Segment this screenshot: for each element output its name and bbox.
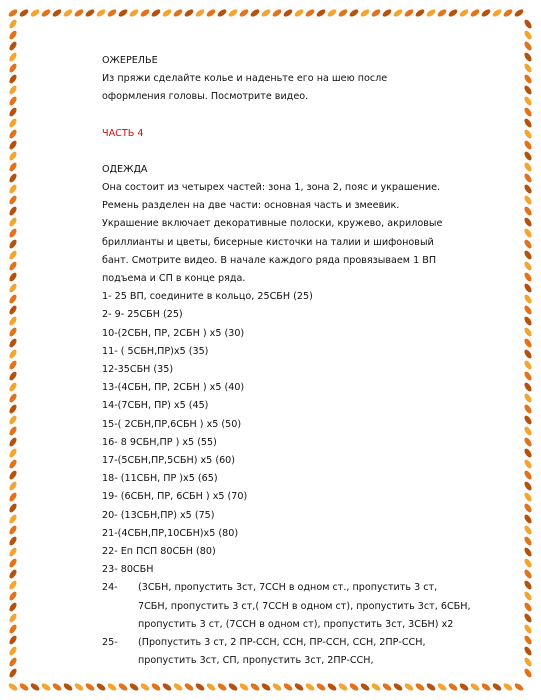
border-leaf xyxy=(523,62,533,73)
border-leaf xyxy=(337,8,348,18)
border-leaf xyxy=(523,392,533,403)
border-leaf xyxy=(523,480,533,491)
border-leaf xyxy=(8,51,18,62)
border-leaf xyxy=(523,546,533,557)
border-leaf xyxy=(8,359,18,370)
border-leaf xyxy=(8,150,18,161)
row-24-line: (3СБН, пропустить 3ст, 7ССН в одном ст., пропустить 3 ст, xyxy=(138,582,438,594)
border-leaf xyxy=(139,682,150,692)
border-leaf xyxy=(40,682,51,692)
border-leaf xyxy=(8,282,18,293)
necklace-text-line: Из пряжи сделайте колье и наденьте его на шею после xyxy=(102,73,388,85)
border-leaf xyxy=(8,568,18,579)
border-leaf xyxy=(150,8,161,18)
border-leaf xyxy=(8,238,18,249)
border-leaf xyxy=(117,8,128,18)
border-leaf xyxy=(8,634,18,645)
border-leaf xyxy=(8,480,18,491)
row-25-line: пропустить 3ст, СП, пропустить 3ст, 2ПР-ССН, xyxy=(138,655,374,667)
border-leaf xyxy=(8,304,18,315)
border-leaf xyxy=(8,524,18,535)
necklace-text-line: оформления головы. Посмотрите видео. xyxy=(102,91,309,103)
border-leaf xyxy=(523,645,533,656)
border-leaf xyxy=(8,425,18,436)
border-leaf xyxy=(227,8,238,18)
pattern-row-25 xyxy=(102,634,472,670)
border-leaf xyxy=(150,682,161,692)
border-leaf xyxy=(51,8,62,18)
border-leaf xyxy=(523,260,533,271)
border-leaf xyxy=(315,8,326,18)
border-leaf xyxy=(8,84,18,95)
part-title: ЧАСТЬ 4 xyxy=(102,127,144,139)
document-page xyxy=(102,52,472,671)
border-leaf xyxy=(8,337,18,348)
border-leaf xyxy=(523,40,533,51)
border-leaf xyxy=(523,282,533,293)
border-leaf xyxy=(8,205,18,216)
intro-line: подъема и СП в конце ряда. xyxy=(102,273,246,285)
border-leaf xyxy=(523,348,533,359)
border-leaf xyxy=(523,436,533,447)
border-leaf xyxy=(8,491,18,502)
row-24-line: пропустить 3 ст, (7ССН в одном ст), пропустить 3ст, 3СБН) х2 xyxy=(138,618,454,630)
border-leaf xyxy=(447,8,458,18)
border-leaf xyxy=(8,40,18,51)
border-leaf xyxy=(8,370,18,381)
border-leaf xyxy=(523,128,533,139)
border-leaf xyxy=(523,337,533,348)
pattern-row: 12-35СБН (35) xyxy=(102,364,174,376)
border-leaf xyxy=(271,682,282,692)
border-leaf xyxy=(523,579,533,590)
border-leaf xyxy=(523,18,533,29)
border-leaf xyxy=(8,469,18,480)
border-leaf xyxy=(513,8,524,18)
border-leaf xyxy=(425,682,436,692)
border-leaf xyxy=(523,271,533,282)
border-leaf xyxy=(523,106,533,117)
border-leaf xyxy=(205,8,216,18)
border-leaf xyxy=(62,682,73,692)
border-leaf xyxy=(8,29,18,40)
border-leaf xyxy=(381,682,392,692)
border-leaf xyxy=(447,682,458,692)
border-leaf xyxy=(523,535,533,546)
border-leaf xyxy=(523,29,533,40)
border-leaf xyxy=(227,682,238,692)
border-leaf xyxy=(359,682,370,692)
border-leaf xyxy=(216,8,227,18)
border-leaf xyxy=(18,682,29,692)
border-leaf xyxy=(523,590,533,601)
border-leaf xyxy=(8,348,18,359)
border-leaf xyxy=(40,8,51,18)
pattern-row: 10-(2СБН, ПР, 2СБН ) х5 (30) xyxy=(102,327,245,339)
border-leaf xyxy=(359,8,370,18)
pattern-row: 22- Еп ПСП 80СБН (80) xyxy=(102,546,216,558)
border-leaf xyxy=(403,682,414,692)
border-leaf xyxy=(84,682,95,692)
pattern-row: 2- 9- 25СБН (25) xyxy=(102,309,183,321)
border-leaf xyxy=(8,249,18,260)
border-leaf xyxy=(523,381,533,392)
border-leaf xyxy=(523,205,533,216)
border-leaf xyxy=(523,414,533,425)
border-leaf xyxy=(238,8,249,18)
border-leaf xyxy=(8,18,18,29)
border-leaf xyxy=(73,8,84,18)
pattern-row: 21-(4СБН,ПР,10СБН)х5 (80) xyxy=(102,527,239,539)
intro-line: Ремень разделен на две части: основная часть и змеевик. xyxy=(102,200,400,212)
border-leaf xyxy=(523,238,533,249)
border-leaf xyxy=(523,623,533,634)
border-leaf xyxy=(8,315,18,326)
border-leaf xyxy=(106,682,117,692)
pattern-row: 14-(7СБН, ПР) х5 (45) xyxy=(102,400,209,412)
border-leaf xyxy=(523,667,533,678)
border-leaf xyxy=(513,682,524,692)
border-leaf xyxy=(8,95,18,106)
pattern-row-24 xyxy=(102,579,472,634)
border-leaf xyxy=(523,326,533,337)
border-leaf xyxy=(403,8,414,18)
border-leaf xyxy=(216,682,227,692)
border-leaf xyxy=(249,682,260,692)
clothing-title: ОДЕЖДА xyxy=(102,163,148,175)
border-leaf xyxy=(8,436,18,447)
border-leaf xyxy=(523,161,533,172)
border-leaf xyxy=(523,568,533,579)
intro-line: Украшение включает декоративные полоски, кружево, акриловые xyxy=(102,218,443,230)
border-leaf xyxy=(8,260,18,271)
border-leaf xyxy=(8,139,18,150)
row-number: 24- xyxy=(102,582,118,594)
border-leaf xyxy=(337,682,348,692)
border-leaf xyxy=(8,502,18,513)
border-leaf xyxy=(8,414,18,425)
border-leaf xyxy=(271,8,282,18)
border-leaf xyxy=(183,8,194,18)
border-leaf xyxy=(183,682,194,692)
border-leaf xyxy=(523,315,533,326)
border-leaf xyxy=(8,216,18,227)
border-leaf xyxy=(523,227,533,238)
border-leaf xyxy=(370,8,381,18)
border-leaf xyxy=(523,557,533,568)
border-leaf xyxy=(205,682,216,692)
border-leaf xyxy=(523,117,533,128)
border-leaf xyxy=(370,682,381,692)
border-leaf xyxy=(469,8,480,18)
pattern-row: 18- (11СБН, ПР )х5 (65) xyxy=(102,473,218,485)
border-leaf xyxy=(95,8,106,18)
border-leaf xyxy=(8,106,18,117)
border-leaf xyxy=(414,682,425,692)
border-leaf xyxy=(8,601,18,612)
border-leaf xyxy=(8,667,18,678)
border-leaf xyxy=(7,682,18,692)
border-leaf xyxy=(95,682,106,692)
border-leaf xyxy=(117,682,128,692)
border-leaf xyxy=(523,95,533,106)
border-leaf xyxy=(8,392,18,403)
border-leaf xyxy=(8,513,18,524)
border-leaf xyxy=(8,623,18,634)
border-leaf xyxy=(523,304,533,315)
border-leaf xyxy=(18,8,29,18)
border-leaf xyxy=(523,51,533,62)
border-leaf xyxy=(436,682,447,692)
border-leaf xyxy=(523,139,533,150)
border-leaf xyxy=(491,8,502,18)
border-leaf xyxy=(293,682,304,692)
border-leaf xyxy=(8,128,18,139)
border-leaf xyxy=(282,8,293,18)
border-leaf xyxy=(523,634,533,645)
border-leaf xyxy=(523,447,533,458)
border-leaf xyxy=(128,682,139,692)
pattern-row: 19- (6СБН, ПР, 6СБН ) х5 (70) xyxy=(102,491,248,503)
border-leaf xyxy=(8,535,18,546)
border-leaf xyxy=(161,8,172,18)
border-leaf xyxy=(8,194,18,205)
border-leaf xyxy=(172,682,183,692)
border-leaf xyxy=(523,513,533,524)
border-leaf xyxy=(523,469,533,480)
border-leaf xyxy=(523,601,533,612)
border-leaf xyxy=(260,8,271,18)
intro-line: бант. Смотрите видео. В начале каждого ряда провязываем 1 ВП xyxy=(102,254,437,266)
border-leaf xyxy=(8,183,18,194)
border-leaf xyxy=(480,8,491,18)
border-leaf xyxy=(8,557,18,568)
border-leaf xyxy=(8,293,18,304)
border-leaf xyxy=(469,682,480,692)
border-leaf xyxy=(73,682,84,692)
border-leaf xyxy=(8,447,18,458)
border-leaf xyxy=(8,271,18,282)
row-24-line: 7СБН, пропустить 3 ст,( 7ССН в одном ст), пропустить 3ст, 6СБН, xyxy=(138,600,471,612)
border-leaf xyxy=(29,8,40,18)
border-leaf xyxy=(523,403,533,414)
border-leaf xyxy=(436,8,447,18)
border-leaf xyxy=(491,682,502,692)
border-leaf xyxy=(315,682,326,692)
border-leaf xyxy=(8,579,18,590)
border-leaf xyxy=(8,62,18,73)
border-leaf xyxy=(304,8,315,18)
border-leaf xyxy=(62,8,73,18)
border-leaf xyxy=(8,612,18,623)
pattern-row: 17-(5СБН,ПР,5СБН) х5 (60) xyxy=(102,455,236,467)
row-number: 25- xyxy=(102,637,118,649)
border-leaf xyxy=(523,249,533,260)
border-leaf xyxy=(414,8,425,18)
border-leaf xyxy=(523,216,533,227)
pattern-row: 11- ( 5СБН,ПР)х5 (35) xyxy=(102,345,209,357)
border-leaf xyxy=(523,425,533,436)
border-leaf xyxy=(458,682,469,692)
pattern-row: 20- (13СБН,ПР) х5 (75) xyxy=(102,509,215,521)
border-leaf xyxy=(348,8,359,18)
border-leaf xyxy=(523,524,533,535)
border-leaf xyxy=(458,8,469,18)
border-leaf xyxy=(249,8,260,18)
border-leaf xyxy=(7,8,18,18)
border-leaf xyxy=(523,84,533,95)
border-leaf xyxy=(282,682,293,692)
border-leaf xyxy=(502,8,513,18)
border-leaf xyxy=(8,656,18,667)
border-leaf xyxy=(523,502,533,513)
pattern-row: 23- 80СБН xyxy=(102,564,154,576)
necklace-title: ОЖЕРЕЛЬЕ xyxy=(102,55,158,66)
border-leaf xyxy=(523,194,533,205)
border-leaf xyxy=(348,682,359,692)
border-leaf xyxy=(139,8,150,18)
border-leaf xyxy=(523,172,533,183)
border-leaf xyxy=(8,590,18,601)
border-leaf xyxy=(8,161,18,172)
border-leaf xyxy=(523,612,533,623)
border-leaf xyxy=(293,8,304,18)
pattern-row: 13-(4СБН, ПР, 2СБН ) х5 (40) xyxy=(102,382,245,394)
pattern-row: 1- 25 ВП, соедините в кольцо, 25СБН (25) xyxy=(102,291,313,303)
pattern-row: 15-( 2СБН,ПР,6СБН ) х5 (50) xyxy=(102,418,242,430)
border-leaf xyxy=(128,8,139,18)
border-leaf xyxy=(29,682,40,692)
border-leaf xyxy=(381,8,392,18)
border-leaf xyxy=(523,359,533,370)
border-leaf xyxy=(326,8,337,18)
row-25-line: (Пропустить 3 ст, 2 ПР-ССН, ССН, ПР-ССН, ССН, 2ПР-ССН, xyxy=(138,637,426,649)
border-leaf xyxy=(8,172,18,183)
border-leaf xyxy=(194,8,205,18)
pattern-row: 16- 8 9СБН,ПР ) х5 (55) xyxy=(102,436,217,448)
border-leaf xyxy=(161,682,172,692)
border-leaf xyxy=(523,73,533,84)
border-leaf xyxy=(502,682,513,692)
border-leaf xyxy=(8,117,18,128)
border-leaf xyxy=(8,227,18,238)
intro-line: бриллианты и цветы, бисерные кисточки на талии и шифоновый xyxy=(102,236,434,248)
border-leaf xyxy=(392,682,403,692)
border-leaf xyxy=(238,682,249,692)
border-leaf xyxy=(392,8,403,18)
intro-line: Она состоит из четырех частей: зона 1, зона 2, пояс и украшение. xyxy=(102,182,441,194)
border-leaf xyxy=(172,8,183,18)
border-leaf xyxy=(260,682,271,692)
border-leaf xyxy=(8,326,18,337)
border-leaf xyxy=(523,370,533,381)
border-leaf xyxy=(523,491,533,502)
border-leaf xyxy=(194,682,205,692)
border-leaf xyxy=(8,546,18,557)
border-leaf xyxy=(326,682,337,692)
border-leaf xyxy=(425,8,436,18)
border-leaf xyxy=(106,8,117,18)
border-leaf xyxy=(8,458,18,469)
border-leaf xyxy=(8,381,18,392)
border-leaf xyxy=(304,682,315,692)
border-leaf xyxy=(8,403,18,414)
border-leaf xyxy=(523,183,533,194)
border-leaf xyxy=(523,293,533,304)
border-leaf xyxy=(84,8,95,18)
border-leaf xyxy=(480,682,491,692)
border-leaf xyxy=(523,458,533,469)
border-leaf xyxy=(8,645,18,656)
border-leaf xyxy=(523,150,533,161)
border-leaf xyxy=(8,73,18,84)
border-leaf xyxy=(523,656,533,667)
border-leaf xyxy=(51,682,62,692)
